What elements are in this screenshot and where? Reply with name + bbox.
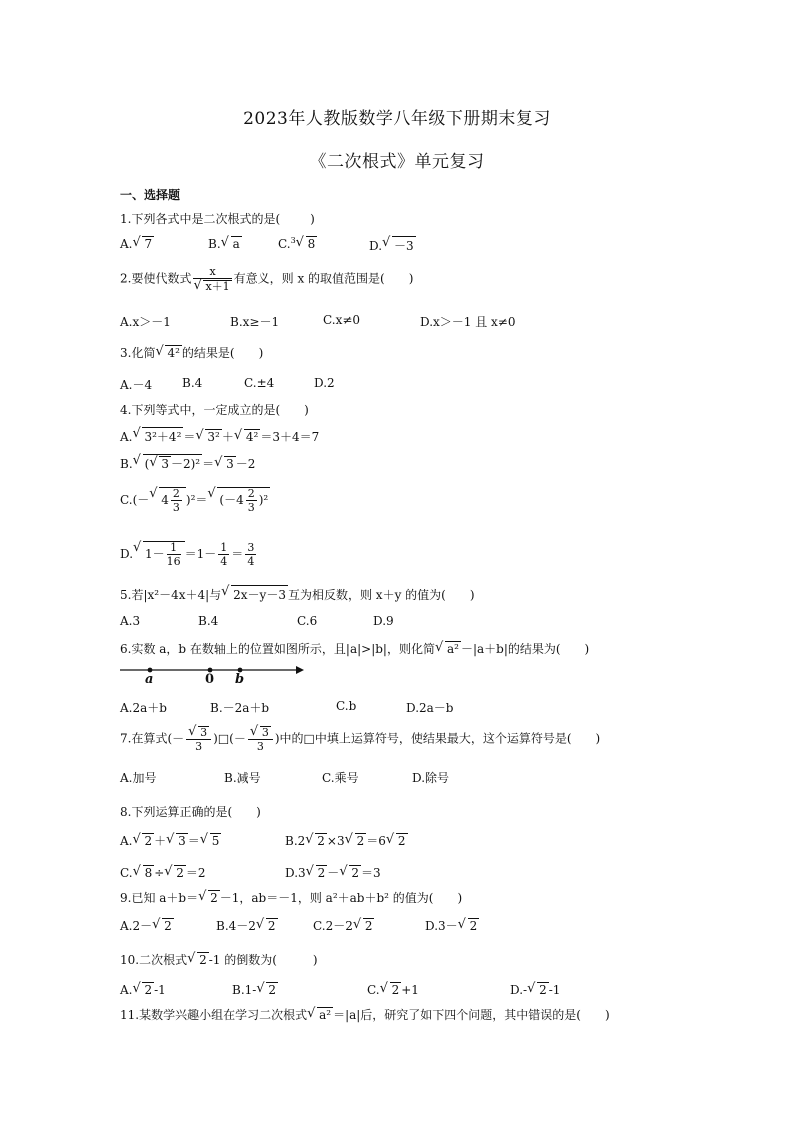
- arrow-icon: [296, 666, 304, 674]
- question-4-option-b: B.√ (√ 3 －2)² ＝√ 3 －2: [120, 454, 255, 472]
- option-d: D.3－√ 2: [425, 917, 479, 934]
- option-a: A.x＞－1: [120, 315, 171, 329]
- option-a: A.√ 2 -1: [120, 982, 166, 997]
- option-c: C.6: [297, 614, 318, 628]
- option-c: C.±4: [244, 376, 275, 390]
- option-d: D.2a－b: [406, 701, 454, 715]
- question-7: 7.在算式(－ √ $\frac{3}{3}$ )□(－ √ $\frac{3}{3}$ )中的□中填上运算符号，使结果最大，这个运算符号是( ): [120, 726, 600, 752]
- option-a: A.√ 7: [120, 236, 154, 251]
- label-a: a: [145, 672, 154, 687]
- label-zero: 0: [205, 672, 215, 687]
- question-1: 1.下列各式中是二次根式的是( ): [120, 212, 315, 226]
- option-c: C.乘号: [322, 771, 359, 785]
- option-b: B.1-√ 2: [232, 982, 278, 997]
- option-b: B.－2a＋b: [210, 701, 270, 715]
- option-c: C.$^3$√ 8: [278, 236, 317, 251]
- question-4-option-d: D.√ 1－ $\frac{1}{16}$ ＝1－ $\frac{1}{4}$ ＝ $\frac{3}{4}$: [120, 541, 258, 567]
- page-subtitle: 《二次根式》单元复习: [309, 152, 485, 172]
- question-3: 3.化简√ 4² 的结果是( ): [120, 344, 263, 361]
- option-c: C.√ 2 +1: [367, 982, 419, 997]
- option-c: C.√ 8 ÷√ 2 ＝2: [120, 864, 206, 881]
- option-d: D.9: [373, 614, 394, 628]
- option-a: A.√ 2 ＋√ 3 ＝√ 5: [120, 832, 221, 849]
- option-a: A.2－√ 2: [120, 917, 174, 934]
- question-2: 2.要使代数式 x √ x＋1 有意义，则 x 的取值范围是( ): [120, 266, 413, 292]
- question-6: 6.实数 a，b 在数轴上的位置如图所示，且|a|>|b|，则化简√ a² －|a＋b|的结果为( ): [120, 640, 589, 657]
- label-b: b: [235, 672, 245, 687]
- question-10: 10.二次根式√ 2 -1 的倒数为( ): [120, 951, 318, 968]
- question-8: 8.下列运算正确的是( ): [120, 805, 261, 819]
- option-d: D.x＞－1 且 x≠0: [420, 315, 516, 329]
- option-b: B.x≥－1: [230, 315, 280, 329]
- option-d: D.3√ 2 －√ 2 ＝3: [285, 864, 381, 881]
- option-a: A.－4: [120, 378, 153, 392]
- number-line: [118, 660, 308, 693]
- option-a: A.加号: [120, 771, 157, 785]
- question-5: 5.若|x²－4x＋4|与√ 2x－y－3 互为相反数，则 x＋y 的值为( ): [120, 585, 475, 603]
- option-a: A.3: [120, 614, 141, 628]
- option-b: B.4: [198, 614, 219, 628]
- option-d: D.-√ 2 -1: [510, 982, 560, 997]
- option-b: B.4: [182, 376, 203, 390]
- option-a: A.2a＋b: [120, 701, 167, 715]
- option-c: C.x≠0: [323, 313, 361, 327]
- page-title: 2023年人教版数学八年级下册期末复习: [243, 109, 551, 129]
- option-d: D.√ －3: [369, 236, 416, 254]
- question-4-option-c: C.(－√ 4 $\frac{2}{3}$ )²＝√ (－4 $\frac{2}{3}$ )²: [120, 487, 270, 513]
- option-b: B.减号: [224, 771, 261, 785]
- option-d: D.2: [314, 376, 335, 390]
- option-b: B.4－2√ 2: [216, 917, 278, 934]
- option-b: B.√ a: [208, 236, 242, 251]
- question-4: 4.下列等式中，一定成立的是( ): [120, 403, 309, 417]
- question-4-option-a: A.√ 3²＋4² ＝√ 3² ＋√ 4² ＝3＋4＝7: [120, 427, 319, 445]
- option-b: B.2√ 2 ×3√ 2 ＝6√ 2: [285, 832, 408, 849]
- option-d: D.除号: [412, 771, 450, 785]
- question-9: 9.已知 a＋b＝√ 2 －1，ab＝－1，则 a²＋ab＋b² 的值为( ): [120, 889, 462, 906]
- option-c: C.2－2√ 2: [313, 917, 374, 934]
- question-11: 11.某数学兴趣小组在学习二次根式√ a² ＝|a|后，研究了如下四个问题，其中错误的是( ): [120, 1006, 610, 1023]
- section-heading: 一、选择题: [120, 188, 181, 202]
- option-c: C.b: [336, 699, 357, 713]
